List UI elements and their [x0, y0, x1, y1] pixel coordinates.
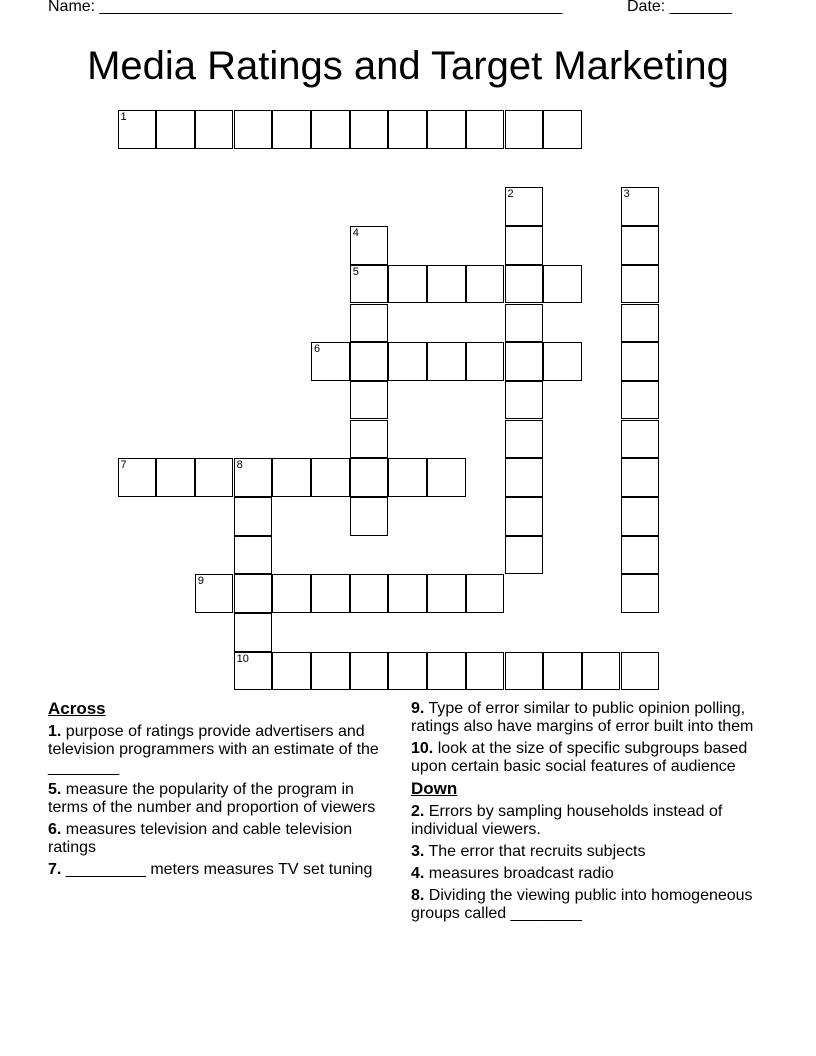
clues-right-column [411, 700, 771, 927]
crossword-cell[interactable] [505, 304, 544, 343]
crossword-cell[interactable] [621, 420, 660, 459]
clue-text: measures broadcast radio [428, 865, 614, 882]
cell-number: 7 [120, 459, 127, 472]
crossword-cell[interactable] [350, 226, 389, 265]
clue-number: 3. [411, 843, 425, 860]
crossword-cell[interactable] [505, 458, 544, 497]
crossword-cell[interactable] [311, 652, 350, 691]
clue-across-6 [48, 821, 388, 857]
cell-number: 6 [314, 343, 321, 356]
clue-across-7 [48, 861, 388, 879]
clue-number: 7. [48, 861, 62, 878]
crossword-cell[interactable] [466, 574, 505, 613]
clue-down-2 [411, 803, 771, 839]
clue-number: 9. [411, 700, 425, 717]
cell-number: 5 [352, 265, 359, 278]
crossword-cell[interactable] [582, 652, 621, 691]
crossword-cell[interactable] [505, 226, 544, 265]
crossword-cell[interactable] [543, 342, 582, 381]
clue-text: look at the size of specific subgroups based upon certain basic social features of audience [411, 740, 748, 775]
crossword-cell[interactable] [388, 110, 427, 149]
crossword-cell[interactable] [350, 497, 389, 536]
clue-number: 2. [411, 803, 425, 820]
clue-text: The error that recruits subjects [428, 843, 646, 860]
crossword-cell[interactable] [388, 342, 427, 381]
crossword-cell[interactable] [621, 304, 660, 343]
crossword-cell[interactable] [621, 458, 660, 497]
crossword-cell[interactable] [621, 652, 660, 691]
crossword-cell[interactable] [156, 110, 195, 149]
crossword-cell[interactable] [350, 458, 389, 497]
crossword-cell[interactable] [543, 110, 582, 149]
crossword-cell[interactable] [311, 342, 350, 381]
crossword-cell[interactable] [195, 458, 234, 497]
date-field-label: Date: _______ [627, 0, 732, 15]
clue-number: 1. [48, 723, 62, 740]
cell-number: 1 [120, 111, 127, 123]
clue-text: Dividing the viewing public into homogeneous groups called ________ [411, 887, 753, 922]
crossword-cell[interactable] [621, 226, 660, 265]
crossword-cell[interactable] [234, 574, 273, 613]
cell-number: 8 [236, 459, 243, 472]
crossword-cell[interactable] [466, 652, 505, 691]
cell-number: 4 [352, 227, 359, 240]
cell-number: 9 [197, 575, 205, 588]
crossword-cell[interactable] [388, 265, 427, 304]
clue-number: 10. [411, 740, 434, 757]
clue-text: measure the popularity of the program in terms of the number and proportion of viewers [48, 781, 376, 816]
crossword-cell[interactable] [505, 110, 544, 149]
crossword-cell[interactable] [350, 110, 389, 149]
crossword-cell[interactable] [621, 536, 660, 575]
crossword-cell[interactable] [621, 574, 660, 613]
clue-text: measures television and cable television ratings [48, 821, 353, 856]
crossword-cell[interactable] [621, 342, 660, 381]
crossword-cell[interactable] [388, 652, 427, 691]
clue-across-9 [411, 700, 771, 736]
crossword-cell[interactable] [311, 458, 350, 497]
crossword-cell[interactable] [505, 381, 544, 420]
clue-down-3 [411, 843, 771, 861]
crossword-cell[interactable] [505, 265, 544, 304]
cell-number: 3 [623, 188, 630, 201]
crossword-cell[interactable] [466, 342, 505, 381]
crossword-cell[interactable] [311, 110, 350, 149]
clues-left-column [48, 700, 388, 883]
name-field-label: Name: ____________________________________________________ [48, 0, 563, 15]
crossword-cell[interactable] [272, 652, 311, 691]
crossword-cell[interactable] [505, 536, 544, 575]
crossword-cell[interactable] [234, 536, 273, 575]
crossword-cell[interactable] [350, 381, 389, 420]
crossword-cell[interactable] [272, 574, 311, 613]
crossword-cell[interactable] [505, 497, 544, 536]
crossword-cell[interactable] [505, 187, 544, 226]
crossword-cell[interactable] [234, 110, 273, 149]
cell-number: 2 [507, 188, 514, 201]
crossword-cell[interactable] [621, 265, 660, 304]
crossword-cell[interactable] [427, 652, 466, 691]
cell-number: 10 [236, 652, 249, 665]
crossword-cell[interactable] [350, 304, 389, 343]
clue-across-1 [48, 723, 388, 777]
crossword-cell[interactable] [272, 110, 311, 149]
crossword-cell[interactable] [466, 265, 505, 304]
clue-text: Errors by sampling households instead of individual viewers. [411, 803, 723, 838]
crossword-cell[interactable] [234, 652, 273, 691]
down-heading: Down [411, 779, 458, 798]
clue-number: 4. [411, 865, 425, 882]
crossword-cell[interactable] [234, 497, 273, 536]
crossword-cell[interactable] [195, 110, 234, 149]
crossword-cell[interactable] [621, 381, 660, 420]
clue-across-5 [48, 781, 388, 817]
crossword-cell[interactable] [118, 110, 157, 149]
crossword-cell[interactable] [543, 265, 582, 304]
crossword-cell[interactable] [427, 110, 466, 149]
crossword-cell[interactable] [350, 420, 389, 459]
clue-text: purpose of ratings provide advertisers and television programmers with an estimate of the ________ [48, 723, 379, 776]
clue-number: 8. [411, 887, 425, 904]
across-heading: Across [48, 699, 106, 718]
crossword-cell[interactable] [156, 458, 195, 497]
crossword-cell[interactable] [234, 458, 273, 497]
clue-number: 6. [48, 821, 62, 838]
clue-text: _________ meters measures TV set tuning [65, 861, 373, 878]
clue-down-4 [411, 865, 771, 883]
page-title: Media Ratings and Target Marketing [87, 44, 729, 88]
crossword-cell[interactable] [350, 652, 389, 691]
crossword-cell[interactable] [505, 652, 544, 691]
crossword-cell[interactable] [543, 652, 582, 691]
crossword-cell[interactable] [388, 458, 427, 497]
clue-number: 5. [48, 781, 62, 798]
crossword-cell[interactable] [388, 574, 427, 613]
crossword-cell[interactable] [427, 458, 466, 497]
crossword-cell[interactable] [427, 265, 466, 304]
crossword-cell[interactable] [466, 110, 505, 149]
crossword-cell[interactable] [505, 420, 544, 459]
crossword-cell[interactable] [234, 613, 273, 652]
crossword-cell[interactable] [427, 342, 466, 381]
clue-across-10 [411, 740, 771, 776]
clue-text: Type of error similar to public opinion polling, ratings also have margins of error built into them [411, 700, 754, 735]
crossword-cell[interactable] [350, 574, 389, 613]
crossword-cell[interactable] [505, 342, 544, 381]
crossword-cell[interactable] [195, 574, 234, 613]
crossword-cell[interactable] [272, 458, 311, 497]
crossword-cell[interactable] [350, 342, 389, 381]
crossword-cell[interactable] [311, 574, 350, 613]
crossword-cell[interactable] [350, 265, 389, 304]
crossword-cell[interactable] [427, 574, 466, 613]
crossword-cell[interactable] [118, 458, 157, 497]
crossword-cell[interactable] [621, 497, 660, 536]
clue-down-8 [411, 887, 771, 923]
crossword-cell[interactable] [621, 187, 660, 226]
